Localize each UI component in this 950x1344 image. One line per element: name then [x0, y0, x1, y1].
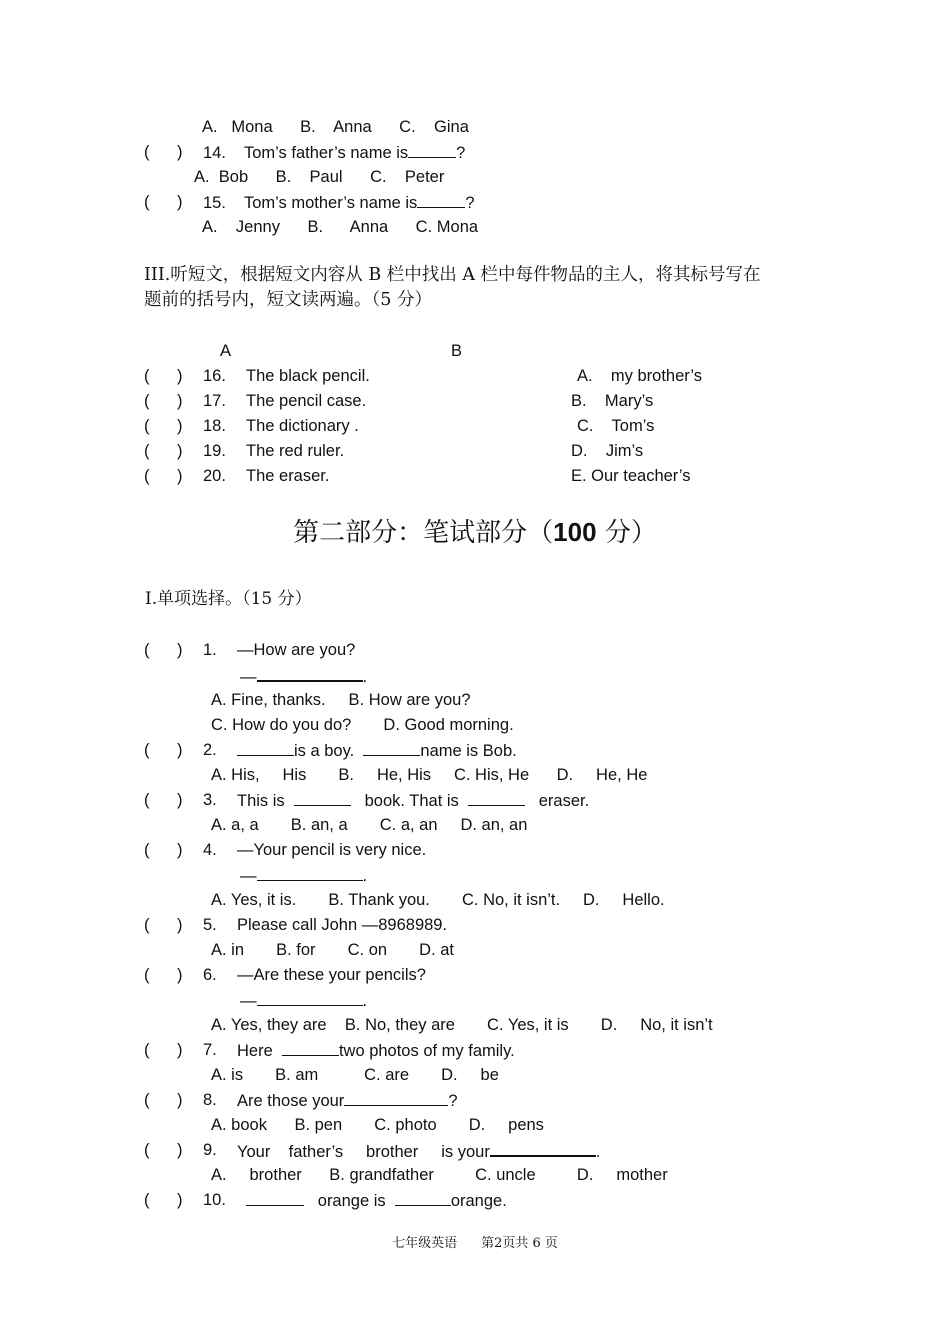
q20-number: 20. [203, 467, 226, 485]
q16-item: The black pencil. [246, 367, 370, 385]
q3-number: 3. [203, 791, 217, 809]
answer-blank [490, 1140, 596, 1157]
q14-paren: ( ) [144, 143, 183, 161]
q10-text: orange is orange. [246, 1190, 507, 1211]
answer-blank [294, 790, 351, 806]
q19-item: The red ruler. [246, 442, 345, 460]
answer-blank [257, 665, 363, 682]
section3-instruction-line1: III.听短文，根据短文内容从 B 栏中找出 A 栏中每件物品的主人，将其标号写在 [144, 265, 761, 285]
q6-text: —Are these your pencils? [237, 966, 426, 984]
question-number: 15. [203, 194, 226, 212]
q1-paren: ( ) [144, 641, 183, 659]
q2-number: 2. [203, 741, 217, 759]
q7-paren: ( ) [144, 1041, 183, 1059]
q1-number: 1. [203, 641, 217, 659]
q5-options: A. in B. for C. on D. at [211, 941, 454, 959]
q3-end: eraser. [538, 792, 590, 810]
q6-options: A. Yes, they are B. No, they are C. Yes, it is D. No, it isn’t [211, 1016, 713, 1034]
part2-title: 第二部分：笔试部分（100 分） [293, 517, 657, 548]
q5-number: 5. [203, 916, 217, 934]
answer-blank [363, 740, 420, 756]
answer-blank [237, 740, 294, 756]
q1-text: —How are you? [237, 641, 356, 659]
q17-number: 17. [203, 392, 226, 410]
q1-options-row1: A. Fine, thanks. B. How are you? [211, 691, 471, 709]
q1-response: — . [240, 665, 367, 687]
option-b-owner: B. Mary’s [571, 392, 654, 410]
q10-number: 10. [203, 1191, 226, 1209]
q14-options: A. Bob B. Paul C. Peter [194, 168, 445, 186]
footer-subject: 七年级英语 [392, 1236, 458, 1251]
q4-paren: ( ) [144, 841, 183, 859]
q2-text: is a boy. name is Bob. [237, 740, 517, 761]
question-end: ? [465, 194, 475, 212]
q17-item: The pencil case. [246, 392, 367, 410]
q8-options: A. book B. pen C. photo D. pens [211, 1116, 544, 1134]
option-a-owner: A. my brother’s [577, 367, 703, 385]
section1-title: Ⅰ.单项选择。（15 分） [145, 589, 312, 609]
q15-options: A. Jenny B. Anna C. Mona [202, 218, 479, 236]
question-number: 14. [203, 144, 226, 162]
answer-blank [468, 790, 525, 806]
q4-text: —Your pencil is very nice. [237, 841, 427, 859]
option-c-owner: C. Tom’s [577, 417, 655, 435]
section3-instruction-line2: 题前的括号内，短文读两遍。（5 分） [144, 290, 432, 310]
q5-paren: ( ) [144, 916, 183, 934]
q4-number: 4. [203, 841, 217, 859]
q9-paren: ( ) [144, 1141, 183, 1159]
q5-text: Please call John —8968989. [237, 916, 448, 934]
q6-response: — . [240, 992, 368, 1010]
answer-blank [408, 142, 456, 158]
answer-blank [246, 1190, 304, 1206]
q16-number: 16. [203, 367, 226, 385]
q10-paren: ( ) [144, 1191, 183, 1209]
q7-options: A. is B. am C. are D. be [211, 1066, 499, 1084]
q9-options: A. brother B. grandfather C. uncle D. mother [211, 1166, 668, 1184]
column-a-header: A [220, 342, 232, 360]
q2-options: A. His, His B. He, His C. His, He D. He, He [211, 766, 648, 784]
q16-paren: ( ) [144, 367, 183, 385]
question-end: ? [456, 144, 466, 162]
q9-text: Your father’s brother is your . [237, 1140, 600, 1162]
q8-number: 8. [203, 1091, 217, 1109]
q18-number: 18. [203, 417, 226, 435]
q19-paren: ( ) [144, 442, 183, 460]
q3-text: This is book. That is eraser. [237, 792, 590, 810]
q19-number: 19. [203, 442, 226, 460]
q18-item: The dictionary . [246, 417, 359, 435]
option-d-owner: D. Jim’s [571, 442, 644, 460]
page-footer [0, 1232, 950, 1251]
q7-text: Here two photos of my family. [237, 1042, 515, 1060]
q2-paren: ( ) [144, 741, 183, 759]
q20-paren: ( ) [144, 467, 183, 485]
answer-blank [257, 990, 363, 1006]
q4-options: A. Yes, it is. B. Thank you. C. No, it isn’t. D. Hello. [211, 891, 665, 909]
footer-page-number: 第2页共 6 页 [481, 1236, 558, 1251]
q6-number: 6. [203, 966, 217, 984]
q8-paren: ( ) [144, 1091, 183, 1109]
answer-blank [257, 865, 363, 881]
q7-number: 7. [203, 1041, 217, 1059]
q4-response: — . [240, 867, 368, 885]
q13-options: A. Mona B. Anna C. Gina [202, 118, 469, 136]
q1-options-row2: C. How do you do? D. Good morning. [211, 716, 514, 734]
question-text: Tom’s father’s name is [243, 144, 409, 162]
q3-paren: ( ) [144, 791, 183, 809]
option-e-owner: E. Our teacher’s [571, 467, 691, 485]
q9-number: 9. [203, 1141, 217, 1159]
q20-item: The eraser. [246, 467, 330, 485]
q15-question [203, 192, 475, 213]
q3-options: A. a, a B. an, a C. a, an D. an, an [211, 816, 528, 834]
q14-question [203, 142, 465, 163]
answer-blank [395, 1190, 451, 1206]
q15-paren: ( ) [144, 193, 183, 211]
q6-paren: ( ) [144, 966, 183, 984]
answer-blank [282, 1040, 339, 1056]
q17-paren: ( ) [144, 392, 183, 410]
question-text: Tom’s mother’s name is [243, 194, 418, 212]
answer-blank [344, 1090, 448, 1106]
q18-paren: ( ) [144, 417, 183, 435]
q8-text: Are those your ? [237, 1092, 458, 1110]
answer-blank [417, 192, 465, 208]
column-b-header: B [451, 342, 463, 360]
